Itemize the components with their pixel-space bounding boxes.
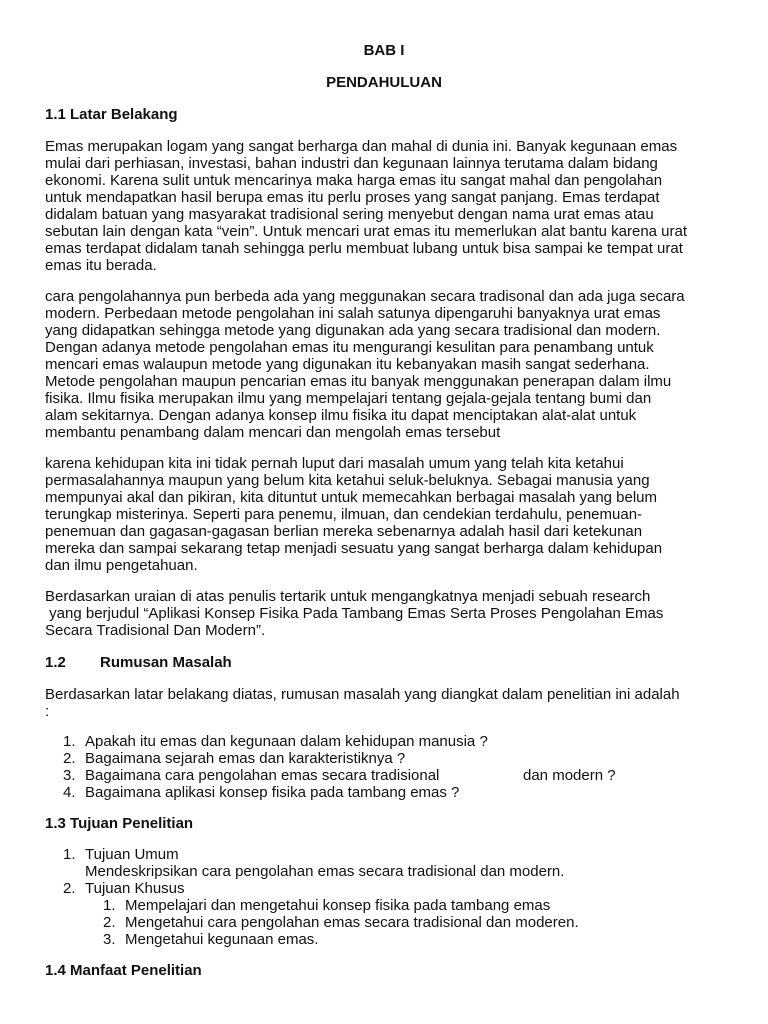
text-line: Secara Tradisional Dan Modern”. bbox=[45, 622, 266, 639]
section-heading-1-1: 1.1 Latar Belakang bbox=[45, 106, 178, 123]
sub-list-number: 2. bbox=[103, 914, 116, 931]
text-line: emas itu berada. bbox=[45, 257, 157, 274]
text-line: yang didapatkan sehingga metode yang digunakan ada yang secara tradisional dan modern. bbox=[45, 322, 661, 339]
list-number: 2. bbox=[63, 880, 76, 897]
text-line: mempunyai akal dan pikiran, kita dituntut untuk memecahkan berbagai masalah yang belum bbox=[45, 489, 658, 506]
section-heading-1-2: Rumusan Masalah bbox=[100, 654, 232, 671]
text-line: untuk mendapatkan hasil berupa emas itu perlu proses yang sangat panjang. Emas terdapat bbox=[45, 189, 660, 206]
chapter-title: PENDAHULUAN bbox=[326, 74, 442, 91]
text-line: ekonomi. Karena sulit untuk mencarinya maka harga emas itu sangat mahal dan pengolahan bbox=[45, 172, 663, 189]
text-line: didalam batuan yang masyarakat tradisional sering menyebut dengan nama urat emas atau bbox=[45, 206, 654, 223]
text-line: karena kehidupan kita ini tidak pernah luput dari masalah umum yang telah kita ketahui bbox=[45, 455, 624, 472]
list-description: Mendeskripsikan cara pengolahan emas secara tradisional dan modern. bbox=[85, 863, 565, 880]
text-line: permasalahannya maupun yang belum kita ketahui seluk-beluknya. Sebagai manusia yang bbox=[45, 472, 650, 489]
list-number: 4. bbox=[63, 784, 76, 801]
text-line: terungkap misterinya. Seperti para penemu, ilmuan, dan cendekian terdahulu, penemuan- bbox=[45, 506, 643, 523]
rumusan-intro-line: Berdasarkan latar belakang diatas, rumusan masalah yang diangkat dalam penelitian ini adalah bbox=[45, 686, 680, 703]
chapter-number: BAB I bbox=[363, 42, 405, 59]
list-number: 1. bbox=[63, 846, 76, 863]
text-line: Dengan adanya metode pengolahan emas itu mengurangi kesulitan para penambang untuk bbox=[45, 339, 654, 356]
text-line: mencari emas walaupun metode yang digunakan itu kebanyakan masih sangat sederhana. bbox=[45, 356, 650, 373]
list-text-continued: dan modern ? bbox=[523, 767, 616, 784]
list-number: 3. bbox=[63, 767, 76, 784]
text-line: Metode pengolahan maupun pencarian emas itu banyak menggunakan penerapan dalam ilmu bbox=[45, 373, 672, 390]
text-line: mereka dan sampai sekarang tetap menjadi sesuatu yang sangat berharga dalam kehidupan bbox=[45, 540, 663, 557]
text-line: modern. Perbedaan metode pengolahan ini salah satunya dipengaruhi banyaknya urat emas bbox=[45, 305, 661, 322]
text-line: sebutan lain dengan kata “vein”. Untuk mencari urat emas itu memerlukan alat bantu karena urat bbox=[45, 223, 688, 240]
list-text: Tujuan Umum bbox=[85, 846, 179, 863]
sub-list-text: Mengetahui kegunaan emas. bbox=[125, 931, 319, 948]
text-line: membantu penambang dalam mencari dan mengolah emas tersebut bbox=[45, 424, 501, 441]
text-line: fisika. Ilmu fisika merupakan ilmu yang mempelajari tentang gejala-gejala tentang bumi dan bbox=[45, 390, 652, 407]
text-line: cara pengolahannya pun berbeda ada yang meggunakan secara tradisonal dan ada juga secara bbox=[45, 288, 685, 305]
list-text: Apakah itu emas dan kegunaan dalam kehidupan manusia ? bbox=[85, 733, 488, 750]
sub-list-number: 1. bbox=[103, 897, 116, 914]
text-line: Berdasarkan uraian di atas penulis tertarik untuk mengangkatnya menjadi sebuah research bbox=[45, 588, 651, 605]
list-number: 2. bbox=[63, 750, 76, 767]
text-line: alam sekitarnya. Dengan adanya konsep ilmu fisika itu dapat menciptakan alat-alat untuk bbox=[45, 407, 637, 424]
text-line: dan ilmu pengetahuan. bbox=[45, 557, 198, 574]
text-line: penemuan dan gagasan-gagasan berlian mereka sebenarnya adalah hasil dari ketekunan bbox=[45, 523, 643, 540]
sub-list-text: Mempelajari dan mengetahui konsep fisika pada tambang emas bbox=[125, 897, 551, 914]
section-heading-1-4: 1.4 Manfaat Penelitian bbox=[45, 962, 202, 979]
list-text: Bagaimana sejarah emas dan karakteristiknya ? bbox=[85, 750, 406, 767]
sub-list-text: Mengetahui cara pengolahan emas secara tradisional dan moderen. bbox=[125, 914, 579, 931]
list-text: Bagaimana aplikasi konsep fisika pada tambang emas ? bbox=[85, 784, 460, 801]
rumusan-intro-line: : bbox=[45, 703, 50, 720]
section-number-1-2: 1.2 bbox=[45, 654, 66, 671]
text-line: yang berjudul “Aplikasi Konsep Fisika Pada Tambang Emas Serta Proses Pengolahan Emas bbox=[45, 605, 664, 622]
text-line: mulai dari perhiasan, investasi, bahan industri dan kegunaan lainnya terutama dalam bidang bbox=[45, 155, 658, 172]
text-line: Emas merupakan logam yang sangat berharga dan mahal di dunia ini. Banyak kegunaan emas bbox=[45, 138, 678, 155]
sub-list-number: 3. bbox=[103, 931, 116, 948]
list-text: Bagaimana cara pengolahan emas secara tradisional bbox=[85, 767, 440, 784]
text-line: emas terdapat didalam tanah sehingga perlu membuat lubang untuk bisa sampai ke tempat urat bbox=[45, 240, 683, 257]
section-heading-1-3: 1.3 Tujuan Penelitian bbox=[45, 815, 194, 832]
list-text: Tujuan Khusus bbox=[85, 880, 185, 897]
list-number: 1. bbox=[63, 733, 76, 750]
